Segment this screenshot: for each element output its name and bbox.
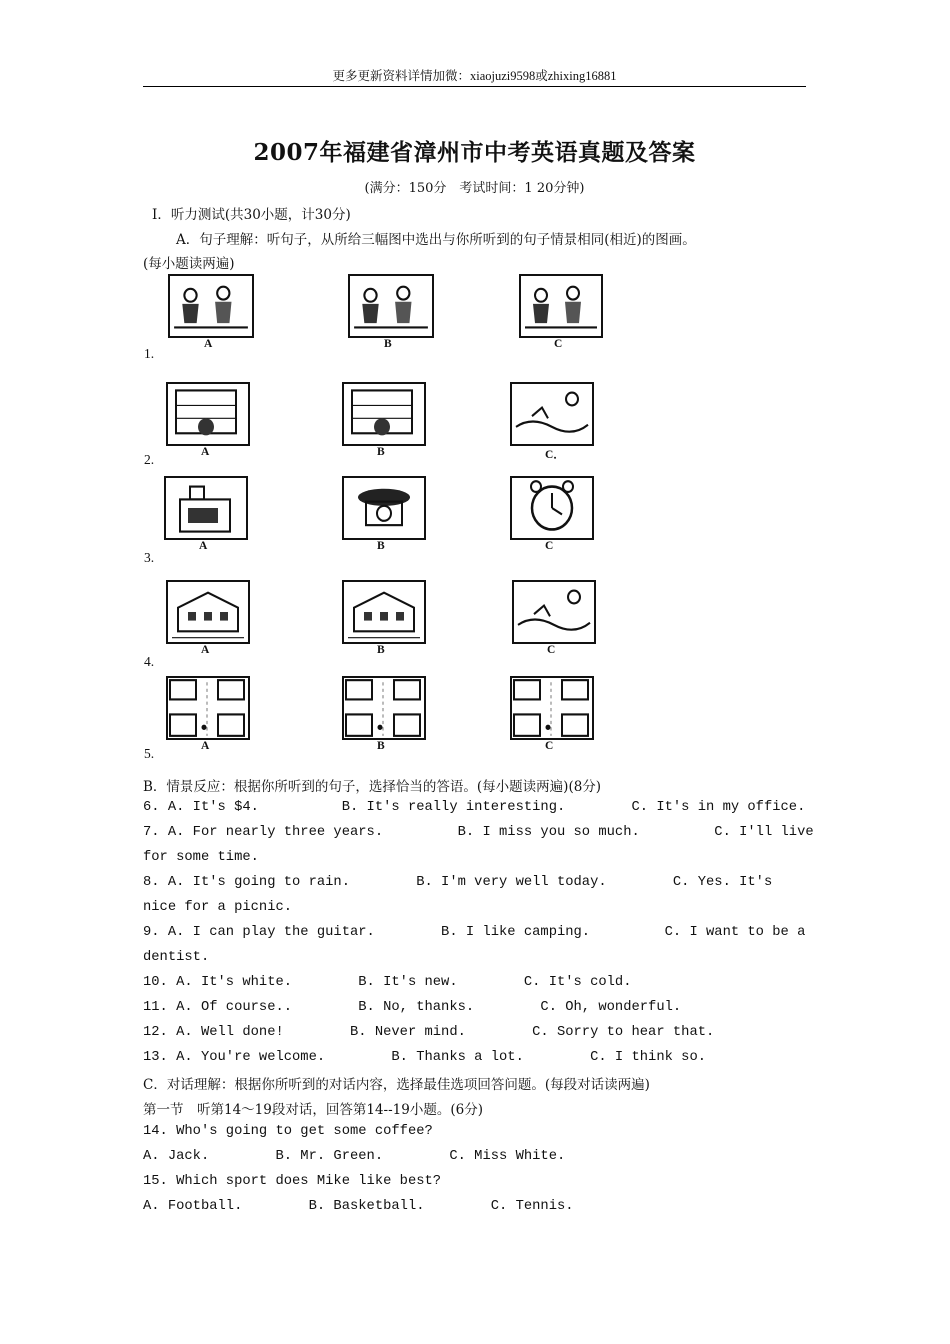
beach-icon (510, 382, 594, 446)
choice-item-line: 9. A. I can play the guitar. B. I like camping. C. I want to be a (143, 925, 806, 940)
section-heading-listening: I．听力测试(共30小题，计30分) (152, 207, 351, 223)
building-icon (166, 580, 250, 644)
picture-option-label: A (201, 740, 210, 752)
choice-item-line: 10. A. It's white. B. It's new. C. It's cold. (143, 975, 632, 990)
picture-option-label: C (547, 644, 556, 656)
school-kids-icon (348, 274, 434, 338)
picture-option-label: A (201, 446, 210, 458)
part-c-section-heading: 第一节 听第14～19段对话，回答第14--19小题。(6分) (143, 1102, 483, 1118)
question-14-options: A. Jack. B. Mr. Green. C. Miss White. (143, 1149, 566, 1164)
picture-option-label: B (384, 338, 392, 350)
choice-item-line: 13. A. You're welcome. B. Thanks a lot. C. I think so. (143, 1050, 707, 1065)
picture-option-label: B (377, 540, 385, 552)
choice-item-line: 8. A. It's going to rain. B. I'm very well today. C. Yes. It's (143, 875, 773, 890)
picture-option-label: C (554, 338, 563, 350)
choice-item-line: 7. A. For nearly three years. B. I miss you so much. C. I'll live (143, 825, 814, 840)
choice-item-line: 11. A. Of course.. B. No, thanks. C. Oh, wonderful. (143, 1000, 682, 1015)
part-a-instruction-cont: (每小题读两遍) (143, 256, 235, 272)
hospital-icon (342, 580, 426, 644)
cinema-icon (166, 382, 250, 446)
question-number: 4. (144, 654, 155, 669)
question-14: 14. Who's going to get some coffee? (143, 1124, 433, 1139)
picture-option-label: C． (545, 449, 565, 461)
cooker-icon (164, 476, 248, 540)
choice-item-line: for some time. (143, 850, 259, 865)
choice-item-line: nice for a picnic. (143, 900, 293, 915)
question-number: 1. (144, 346, 155, 361)
crossroad-map-a-icon (166, 676, 250, 740)
picture-option-label: C (545, 740, 554, 752)
choice-item-line: dentist. (143, 950, 210, 965)
picture-option-label: C (545, 540, 554, 552)
picture-option-label: A (204, 338, 213, 350)
question-number: 3. (144, 550, 155, 565)
header-divider (143, 86, 806, 87)
part-c-instruction: C．对话理解：根据你所听到的对话内容，选择最佳选项回答问题。(每段对话读两遍) (143, 1077, 650, 1093)
shelf-room-icon (342, 382, 426, 446)
crossroad-map-b-icon (342, 676, 426, 740)
exam-info: (满分：150分 考试时间：1 20分钟) (364, 181, 585, 196)
children-playing-icon (168, 274, 254, 338)
question-number: 5. (144, 746, 155, 761)
part-b-instruction: B．情景反应：根据你所听到的句子，选择恰当的答语。(每小题读两遍)(8分) (143, 779, 602, 795)
telephone-icon (342, 476, 426, 540)
picture-option-label: B (377, 446, 385, 458)
picture-option-label: A (199, 540, 208, 552)
alarm-clock-icon (510, 476, 594, 540)
question-15: 15. Which sport does Mike like best? (143, 1174, 442, 1189)
picture-option-label: B (377, 740, 385, 752)
choice-item-line: 12. A. Well done! B. Never mind. C. Sorry to hear that. (143, 1025, 715, 1040)
picture-option-label: B (377, 644, 385, 656)
shop-icon (512, 580, 596, 644)
page-title: 2007年福建省漳州市中考英语真题及答案 (253, 139, 696, 166)
question-number: 2. (144, 452, 155, 467)
picture-option-label: A (201, 644, 210, 656)
choice-item-line: 6. A. It's $4. B. It's really interesting. C. It's in my office. (143, 800, 806, 815)
crossroad-map-c-icon (510, 676, 594, 740)
page-header-note: 更多更新资料详情加微：xiaojuzi9598或zhixing16881 (332, 69, 617, 83)
desk-friends-icon (519, 274, 603, 338)
question-15-options: A. Football. B. Basketball. C. Tennis. (143, 1199, 574, 1214)
part-a-instruction: A．句子理解：听句子，从所给三幅图中选出与你所听到的句子情景相同(相近)的图画。 (176, 232, 696, 248)
